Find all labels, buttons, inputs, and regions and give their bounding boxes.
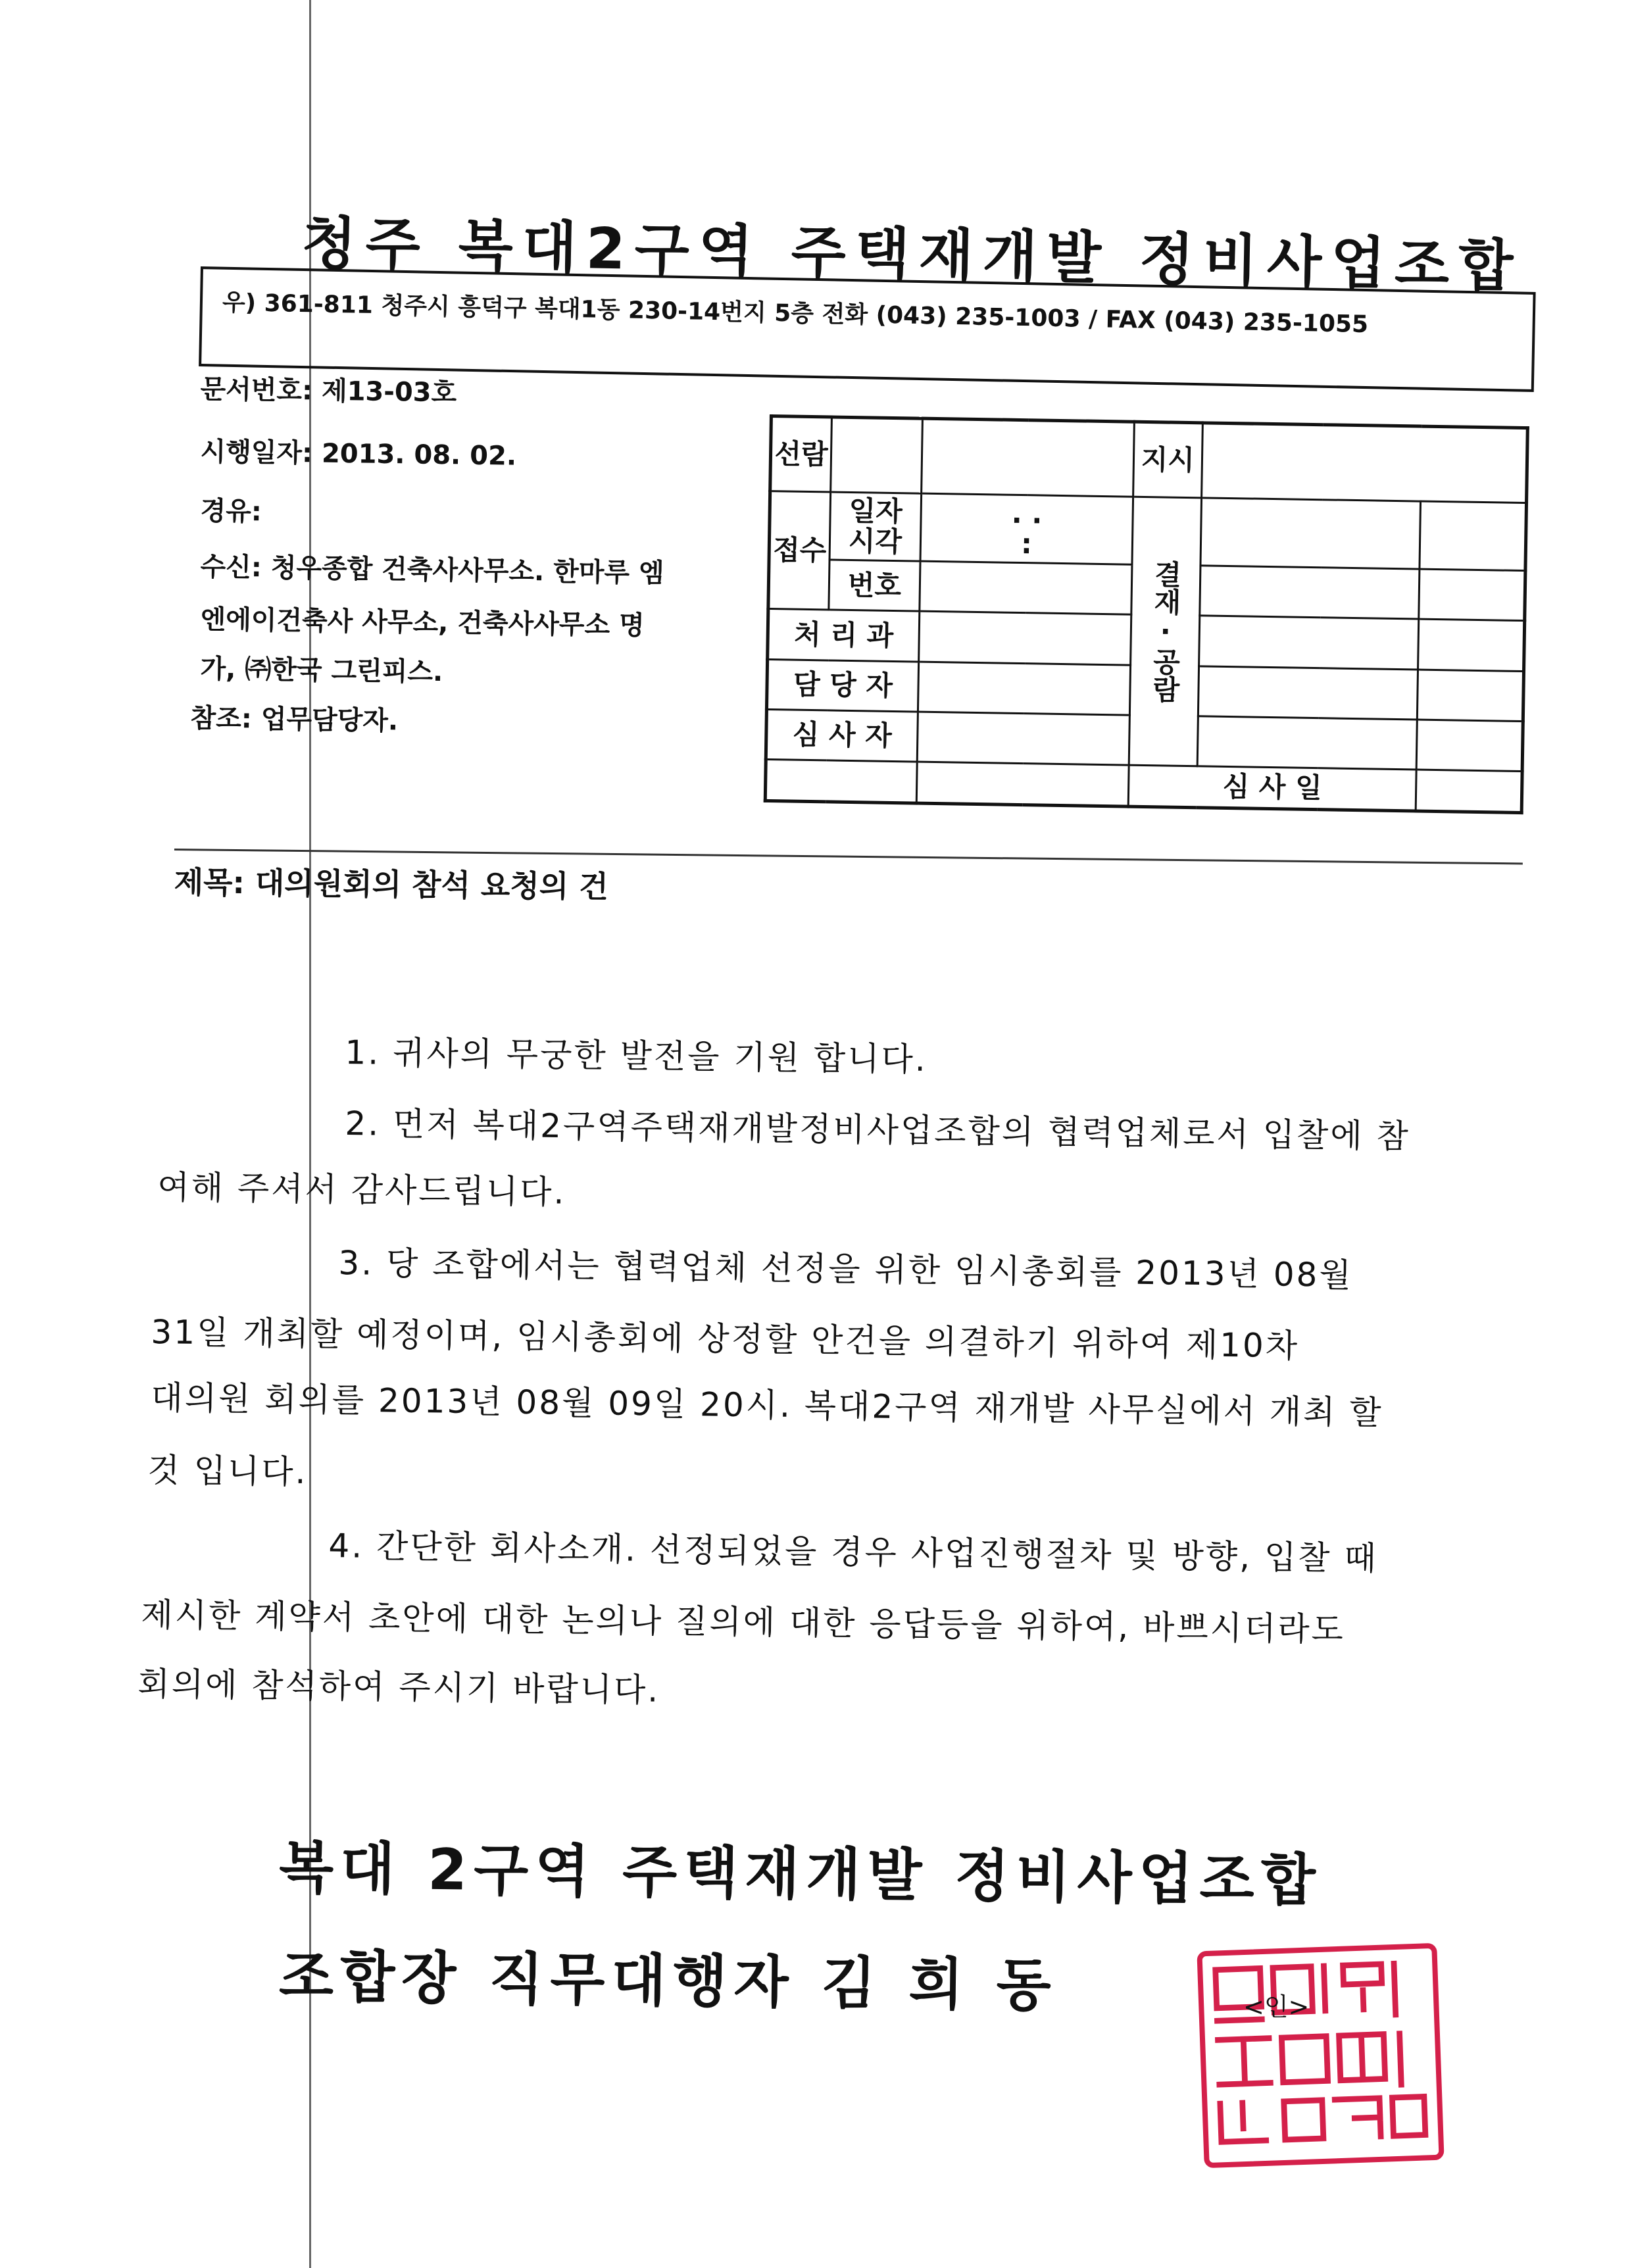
paragraph-3d: 것 입니다. — [147, 1450, 308, 1491]
doc-number: 문서번호: 제13-03호 — [200, 374, 457, 408]
damdangja-label: 담 당 자 — [766, 659, 918, 712]
beonho-label: 번호 — [829, 560, 920, 611]
recipient-line-3: 가, ㈜한국 그린피스. — [200, 653, 443, 688]
simsaja-label: 심 사 자 — [766, 709, 918, 762]
reference-line: 참조: 업무담당자. — [190, 703, 399, 737]
recipient-line-2: 엔에이건축사 사무소, 건축사사무소 명 — [200, 604, 645, 641]
paragraph-3a: 3. 당 조합에서는 협력업체 선정을 위한 임시총회를 2013년 08월 — [338, 1243, 1354, 1294]
jeopsu-label: 접수 — [768, 491, 831, 610]
approval-table — [764, 414, 1529, 814]
paragraph-4c: 회의에 참석하여 주시기 바랍니다. — [137, 1664, 660, 1710]
paragraph-2a: 2. 먼저 복대2구역주택재개발정비사업조합의 협력업체로서 입찰에 참 — [345, 1104, 1411, 1156]
seal-glyphs — [1202, 1948, 1439, 2163]
paragraph-1: 1. 귀사의 무궁한 발전을 기원 합니다. — [345, 1033, 928, 1079]
issue-date: 시행일자: 2013. 08. 02. — [200, 436, 517, 472]
gyeoljae-label: 결재·공람 — [1129, 497, 1201, 766]
official-seal — [1197, 1943, 1444, 2169]
paragraph-4a: 4. 간단한 회사소개. 선정되었을 경우 사업진행절차 및 방향, 입찰 때 — [328, 1526, 1379, 1578]
seal-mark: <인> — [1243, 1992, 1310, 2021]
address-line: 우) 361-811 청주시 흥덕구 복대1동 230-14번지 5층 전화 (043) 235-1003 / FAX (043) 235-1055 — [222, 289, 1369, 339]
org-title: 청주 복대2구역 주택재개발 정비사업조합 — [301, 210, 1523, 300]
date-time-field: . . : — [920, 493, 1133, 564]
cheorigwa-label: 처 리 과 — [768, 609, 920, 662]
paragraph-3b: 31일 개최할 예정이며, 임시총회에 상정할 안건을 의결하기 위하여 제10차 — [151, 1312, 1300, 1366]
signature-org: 복대 2구역 주택재개발 정비사업조합 — [278, 1835, 1323, 1914]
simsail-label: 심 사 일 — [1128, 765, 1416, 811]
subject-line: 제목: 대의원회의 참석 요청의 건 — [174, 864, 608, 904]
paragraph-2b: 여해 주셔서 감사드립니다. — [157, 1168, 566, 1212]
recipient-line-1: 수신: 청우종합 건축사사무소. 한마루 엠 — [200, 551, 664, 589]
signature-person: 조합장 직무대행자 김 희 동 — [278, 1943, 1058, 2019]
seonram-label: 선람 — [770, 416, 832, 493]
paragraph-3c: 대의원 회의를 2013년 08월 09일 20시. 복대2구역 재개발 사무실에서 개최 할 — [151, 1378, 1383, 1432]
jisi-label: 지시 — [1133, 422, 1202, 498]
paragraph-4b: 제시한 계약서 초안에 대한 논의나 질의에 대한 응답등을 위하여, 바쁘시더라도 — [141, 1595, 1346, 1649]
via-label: 경유: — [200, 495, 262, 528]
ilja-sigak-label: 일자 시각 — [829, 492, 922, 561]
